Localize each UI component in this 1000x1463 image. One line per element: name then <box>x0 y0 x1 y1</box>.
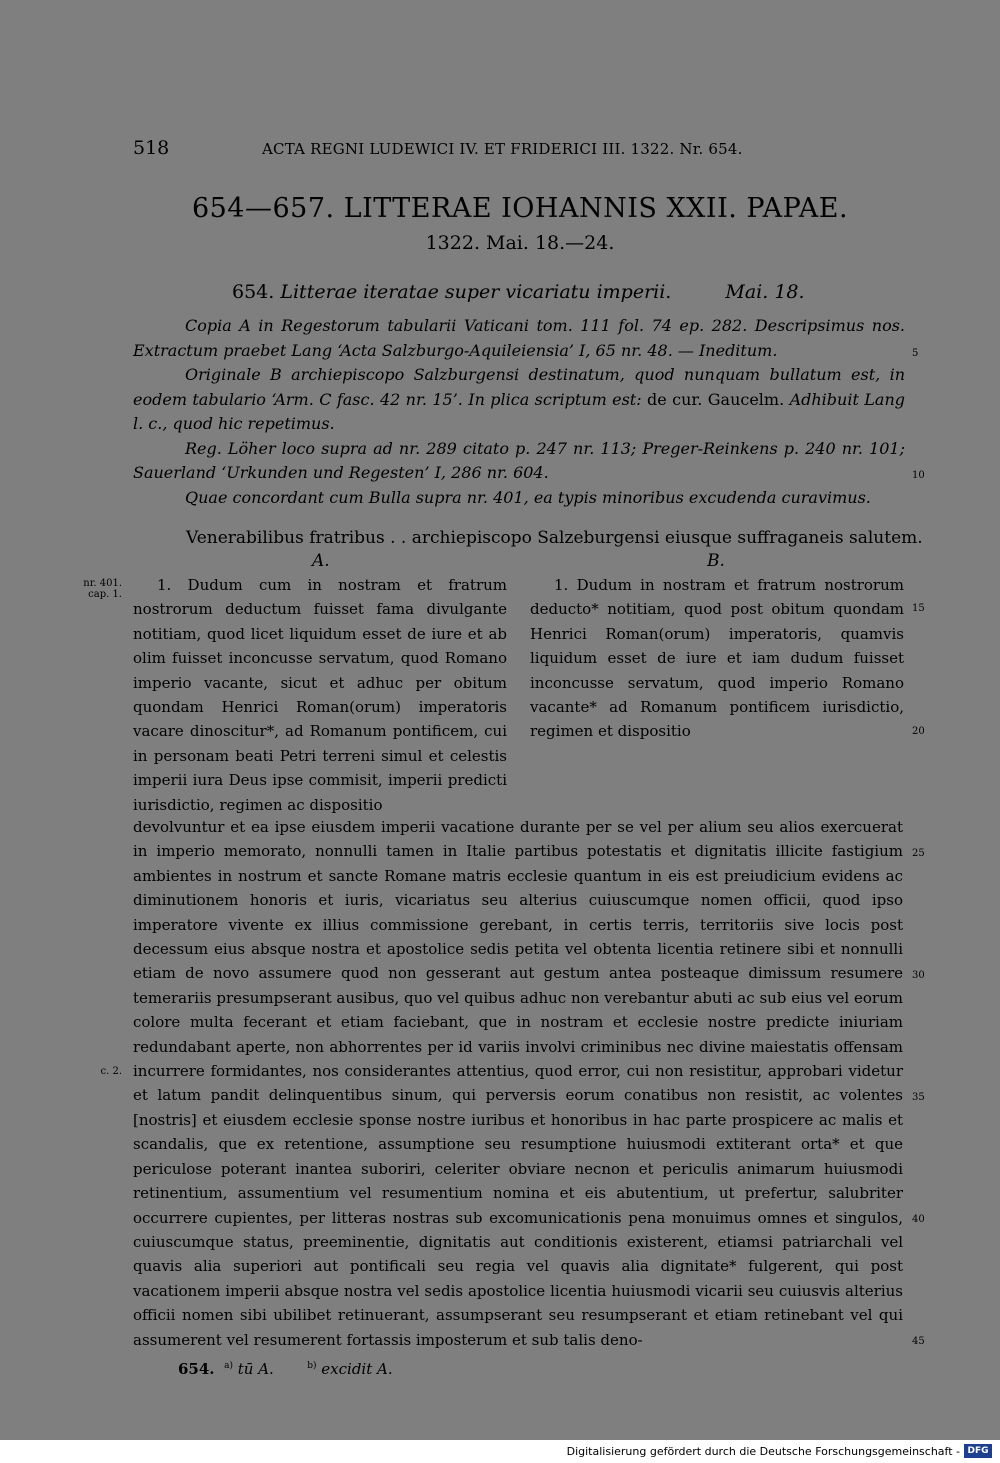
document-title: Litterae iteratae super vicariatu imperii. <box>280 281 672 303</box>
line-number: 30 <box>912 970 925 981</box>
page-number: 518 <box>133 137 170 159</box>
document-number: 654. <box>232 281 275 303</box>
intro-p2-plica: de cur. Gaucelm. <box>647 389 785 409</box>
line-number: 20 <box>912 726 925 737</box>
footnote-a-mark: a) <box>224 1361 233 1371</box>
footnote-a-text: tū A. <box>237 1360 274 1378</box>
digitization-footer <box>0 1440 1000 1463</box>
line-number: 15 <box>912 603 925 614</box>
column-a-text <box>133 573 507 817</box>
column-b-heading: B. <box>707 551 725 571</box>
column-a-heading: A. <box>312 551 330 571</box>
footnote-b-text: excidit A. <box>321 1360 393 1378</box>
date-range: 1322. Mai. 18.—24. <box>425 232 615 254</box>
document-heading <box>232 281 805 303</box>
running-title: ACTA REGNI LUDEWICI IV. ET FRIDERICI III. 1322. Nr. 654. <box>262 140 743 158</box>
document-date: Mai. 18. <box>725 281 805 303</box>
footnote-label: 654. <box>178 1360 215 1378</box>
footer-text: Digitalisierung gefördert durch die Deutsche Forschungsgemeinschaft - <box>566 1445 960 1458</box>
margin-reference <box>70 578 122 600</box>
column-b-text <box>530 573 904 744</box>
column-a-paragraph: 1. Dudum cum in nostram et fratrum nostrorum deductum fuisset fama divulgante notitiam, quod licet liquidum esset de iure et ab olim fuisset inconcusse servatum, quod Romano imperio vacante, sicut et adhuc per obitum quondam Henrici Roman(orum) imperatoris vacare dinoscitur*, ad Romanum pontificem, cui in personam beati Petri terreni simul et celestis imperii iura Deus ipse commisit, imperii predicti iurisdictio, regimen ac dispositio <box>133 576 507 814</box>
intro-p2-text: Originale B archiepiscopo Salzburgensi destinatum, quod nunquam bullatum est, in eodem tabulario ‘Arm. C fasc. 42 nr. 15’. In plica scriptum est: <box>133 365 905 409</box>
line-number: 25 <box>912 848 925 859</box>
intro-paragraph-3: Reg. Löher loco supra ad nr. 289 citato p. 247 nr. 113; Preger-Reinkens p. 240 nr. 101; Sauerland ‘Urkunden und Regesten’ I, 286 nr. 604. <box>133 438 905 482</box>
line-number: 40 <box>912 1214 925 1225</box>
salutation: Venerabilibus fratribus . . archiepiscopo Salzeburgensi eiusque suffraganeis salutem. <box>186 528 923 548</box>
column-b-paragraph: 1. Dudum in nostram et fratrum nostrorum deducto* notitiam, quod post obitum quondam Henrici Roman(orum) imperatoris, quamvis liquidum esset de iure et iam dudum fuisset inconcusse servatum, quod imperio Romano vacante* ad Romanum pontificem iurisdictio, regimen et dispositio <box>530 576 904 741</box>
dfg-logo[interactable]: DFG <box>964 1444 992 1458</box>
margin-ref-cap: cap. 1. <box>88 589 122 600</box>
letter-body <box>133 815 903 1352</box>
intro-paragraph-2 <box>133 363 905 437</box>
running-header <box>0 137 1000 161</box>
body-paragraph: devolvuntur et ea ipse eiusdem imperii vacatione durante per se vel per alium seu alios exercuerat in imperio memorato, nonnulli tamen in Italie partibus potestatis et dignitatis illicite fastigium ambientes in nostrum et sancte Romane matris ecclesie quantum in eis est preiudicium evidens ac diminutionem honoris et iuris, vicariatus seu alterius cuiuscumque nomen officii, quod ipso imperatore vivente ex illius commissione gerebant, in certis terris, territoriis sive locis post decessum eius absque nostra et apostolice sedis petita vel obtenta licentia retinere sibi et nonnulli etiam de novo assumere quod non gesserant aut gestum antea posteaque dimissum resumere temerariis presumpserant ausibus, quo vel quibus adhuc non verebantur abuti ac sub eius vel eorum colore multa fecerant et etiam faciebant, que in nostram et ecclesie nostre predicte iniuriam redundabant aperte, non abhorrentes per id variis involvi criminibus nec divine maiestatis offensam incurrere formidantes, nos considerantes attentius, quod error, cui non resistitur, approbari videtur et latum pandit delinquentibus sinum, qui perversis eorum conatibus non resistit, ac volentes [nostris] et eiusdem ecclesie sponse nostre iuribus et honoribus in hac parte prospicere ac malis et scandalis, que ex retentione, assumptione seu resumptione huiusmodi extiterant orta* et que periculose poterant inantea suboriri, celeriter obviare necnon et periculis animarum huiusmodi retinentium, assumentium vel resumentium nomina et eis abutentium, ut prefertur, salubriter occurrere cupientes, per litteras nostras sub excomunicationis pena monuimus omnes et singulos, cuiuscumque status, preeminentie, dignitatis aut conditionis existerent, etiamsi patriarchali vel quavis alia superiori aut pontificali seu regia vel quavis alia dignitate* fulgerent, qui post vacationem imperii absque nostra vel sedis apostolice licentia huiusmodi vicarii seu cuiusvis alterius officii nomen sibi ubilibet retinuerant, assumpserant seu resumpserant et etiam retinebant vel qui assumerent vel resumerent fortassis imposterum et sub talis deno- <box>133 818 903 1349</box>
line-number: 10 <box>912 470 925 481</box>
margin-reference-c2: c. 2. <box>100 1066 122 1077</box>
intro-paragraph-1: Copia A in Regestorum tabularii Vaticani tom. 111 fol. 74 ep. 282. Descripsimus nos. Extractum praebet Lang ‘Acta Salzburgo-Aquileiensia’ I, 65 nr. 48. — Ineditum. <box>133 316 905 360</box>
margin-ref-nr: nr. 401. <box>83 578 122 589</box>
intro-paragraph-4: Quae concordant cum Bulla supra nr. 401, ea typis minoribus excudenda curavimus. <box>185 487 871 507</box>
line-number: 45 <box>912 1336 925 1347</box>
line-number: 35 <box>912 1092 925 1103</box>
editorial-introduction <box>133 314 905 510</box>
main-title: 654—657. LITTERAE IOHANNIS XXII. PAPAE. <box>191 193 849 224</box>
footnotes <box>178 1360 393 1378</box>
line-number: 5 <box>912 348 919 359</box>
footnote-b-mark: b) <box>307 1361 317 1371</box>
intro-p2-end: Adhibuit Lang l. c., quod hic repetimus. <box>133 389 905 433</box>
